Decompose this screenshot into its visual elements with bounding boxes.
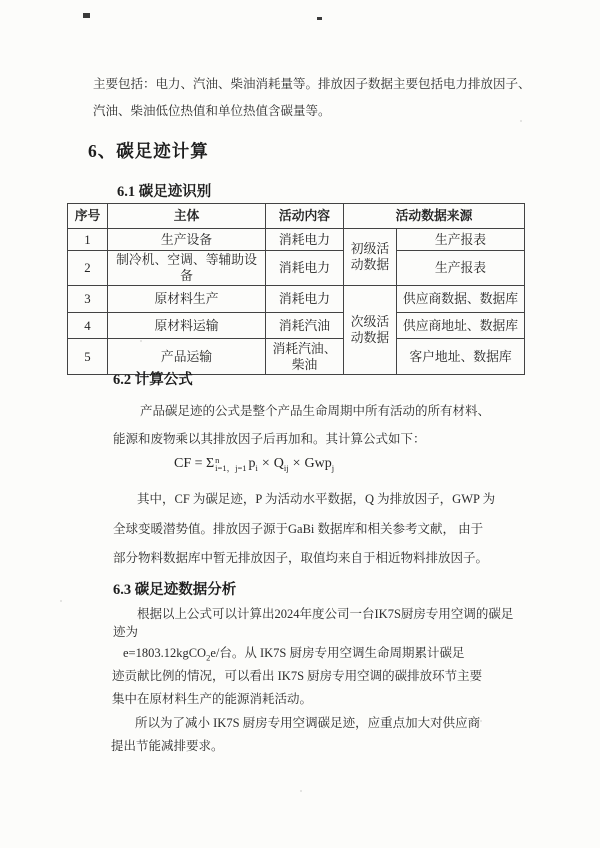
table-row bbox=[68, 286, 525, 313]
analysis-line: 根据以上公式可以计算出2024年度公司一台IK7S厨房专用空调的碳足 bbox=[137, 607, 514, 621]
scan-noise bbox=[520, 120, 522, 122]
cell-subject: 原材料运输 bbox=[108, 313, 266, 339]
emission-value-line bbox=[123, 645, 465, 667]
table-header-data-source: 活动数据来源 bbox=[344, 204, 525, 229]
subsection-heading-6-3: 6.3 碳足迹数据分析 bbox=[113, 582, 237, 598]
formula-sub-i: i bbox=[255, 462, 258, 473]
cell-no: 2 bbox=[68, 251, 108, 286]
cell-source: 供应商地址、数据库 bbox=[397, 313, 525, 339]
carbon-footprint-identification-table bbox=[67, 203, 525, 375]
formula-sum-limits bbox=[215, 456, 246, 472]
co2-subscript: 2 bbox=[206, 652, 211, 663]
analysis-line: 迹贡献比例的情况，可以看出 IK7S 厨房专用空调的碳排放环节主要 bbox=[112, 669, 483, 683]
table-header-no: 序号 bbox=[68, 204, 108, 229]
cell-activity: 消耗汽油 bbox=[266, 313, 344, 339]
subsection-heading-6-2: 6.2 计算公式 bbox=[113, 372, 193, 388]
cell-source: 生产报表 bbox=[397, 251, 525, 286]
formula-sum-lower: i=1，j=1 bbox=[215, 463, 247, 473]
analysis-line: 迹为 bbox=[113, 625, 139, 639]
scan-noise bbox=[300, 790, 302, 792]
formula-intro-line: 产品碳足迹的公式是整个产品生命周期中所有活动的所有材料、 bbox=[140, 404, 491, 418]
cell-activity: 消耗电力 bbox=[266, 286, 344, 313]
emission-value-suffix: e/台。从 IK7S 厨房专用空调生命周期累计碳足 bbox=[210, 646, 465, 660]
cell-group-primary-data: 初级活动数据 bbox=[344, 229, 397, 286]
cell-source: 供应商数据、数据库 bbox=[397, 286, 525, 313]
scan-noise bbox=[60, 600, 62, 602]
analysis-line: 集中在原材料生产的能源消耗活动。 bbox=[112, 692, 313, 706]
intro-paragraph-line: 主要包括：电力、汽油、柴油消耗量等。排放因子数据主要包括电力排放因子、 bbox=[93, 77, 531, 91]
table-row bbox=[68, 229, 525, 251]
emission-value-prefix: e=1803.12kgCO bbox=[123, 646, 207, 660]
table-row bbox=[68, 313, 525, 339]
formula-intro-line: 能源和废物乘以其排放因子后再加和。其计算公式如下： bbox=[113, 432, 426, 446]
scan-noise bbox=[480, 720, 482, 722]
conclusion-line: 提出节能减排要求。 bbox=[111, 739, 224, 753]
formula-explanation-line: 部分物料数据库中暂无排放因子，取值均来自于相近物料排放因子。 bbox=[113, 551, 489, 565]
table-header-row bbox=[68, 204, 525, 229]
table-row bbox=[68, 251, 525, 286]
formula-explanation-line: 其中，CF 为碳足迹，P 为活动水平数据，Q 为排放因子，GWP 为 bbox=[137, 492, 496, 506]
subsection-heading-6-1: 6.1 碳足迹识别 bbox=[117, 184, 212, 200]
formula-sub-j: j bbox=[331, 462, 335, 473]
carbon-footprint-formula bbox=[174, 456, 334, 473]
cell-subject: 原材料生产 bbox=[108, 286, 266, 313]
cell-subject: 产品运输 bbox=[108, 339, 266, 375]
formula-term-p: p bbox=[248, 456, 256, 471]
formula-explanation-line: 全球变暖潜势值。排放因子源于GaBi 数据库和相关参考文献， 由于 bbox=[113, 522, 484, 536]
formula-term-q: Q bbox=[273, 456, 284, 471]
intro-paragraph-line: 汽油、柴油低位热值和单位热值含碳量等。 bbox=[93, 104, 331, 118]
formula-sum-upper: n bbox=[215, 455, 220, 465]
section-heading-6: 6、碳足迹计算 bbox=[88, 141, 209, 161]
scan-artifact bbox=[83, 13, 90, 18]
table-header-activity: 活动内容 bbox=[266, 204, 344, 229]
cell-no: 5 bbox=[68, 339, 108, 375]
conclusion-line: 所以为了减小 IK7S 厨房专用空调碳足迹，应重点加大对供应商 bbox=[135, 716, 481, 730]
cell-no: 3 bbox=[68, 286, 108, 313]
formula-term-gwp: Gwp bbox=[304, 456, 332, 471]
cell-no: 1 bbox=[68, 229, 108, 251]
formula-sub-ij: ij bbox=[283, 462, 289, 473]
cell-activity: 消耗电力 bbox=[266, 251, 344, 286]
table-header-subject: 主体 bbox=[108, 204, 266, 229]
cell-activity: 消耗电力 bbox=[266, 229, 344, 251]
scan-artifact bbox=[317, 17, 322, 20]
formula-lhs: CF = Σ bbox=[174, 456, 215, 471]
formula-times: × bbox=[261, 456, 270, 471]
cell-subject: 制冷机、空调、等辅助设备 bbox=[108, 251, 266, 286]
cell-group-secondary-data: 次级活动数据 bbox=[344, 286, 397, 375]
cell-source: 客户地址、数据库 bbox=[397, 339, 525, 375]
cell-activity: 消耗汽油、柴油 bbox=[266, 339, 344, 375]
cell-no: 4 bbox=[68, 313, 108, 339]
cell-subject: 生产设备 bbox=[108, 229, 266, 251]
formula-times: × bbox=[292, 456, 301, 471]
cell-source: 生产报表 bbox=[397, 229, 525, 251]
